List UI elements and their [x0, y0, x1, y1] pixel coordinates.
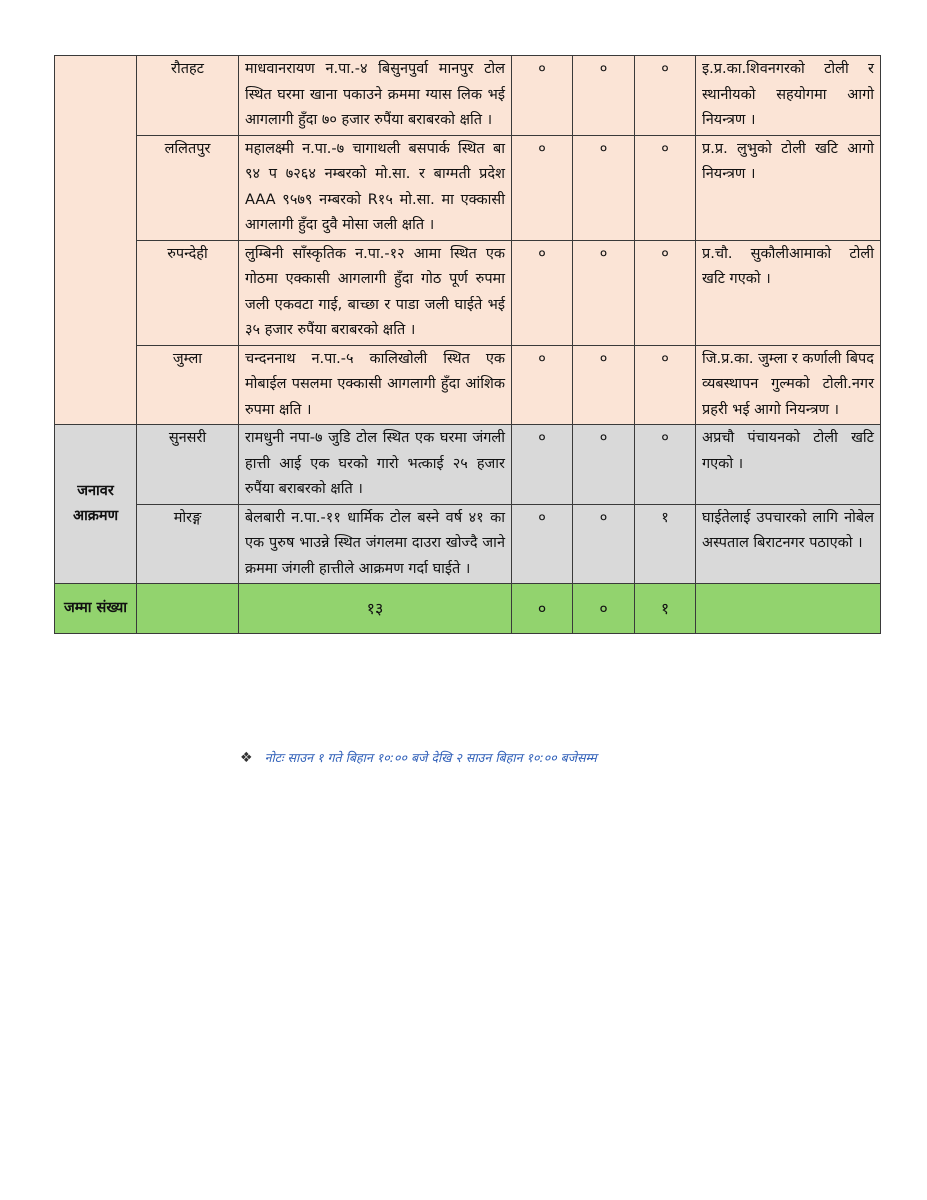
description-cell: रामधुनी नपा-७ जुडि टोल स्थित एक घरमा जंगली हात्ती आई एक घरको गारो भत्काई २५ हजार रुपैंया बराबरको क्षति । [239, 425, 512, 505]
total-col-cell: १ [635, 584, 696, 634]
remarks-cell: इ.प्र.का.शिवनगरको टोली र स्थानीयको सहयोगमा आगो नियन्त्रण । [696, 56, 881, 136]
remarks-cell: अप्रचौ पंचायनको टोली खटि गएको । [696, 425, 881, 505]
table-row [55, 345, 881, 425]
district-cell: रौतहट [137, 56, 239, 136]
count-cell: ० [573, 135, 635, 240]
category-cell-animal-attack: जनावर आक्रमण [55, 425, 137, 584]
remarks-cell: घाईतेलाई उपचारको लागि नोबेल अस्पताल बिराटनगर पठाएको । [696, 504, 881, 584]
total-count-cell: १३ [239, 584, 512, 634]
count-cell: ० [635, 56, 696, 136]
description-cell: बेलबारी न.पा.-११ धार्मिक टोल बस्ने वर्ष ४१ का एक पुरुष भाउन्ने स्थित जंगलमा दाउरा खोज्दै जाने क्रममा जंगली हात्तीले आक्रमण गर्दा घाईते । [239, 504, 512, 584]
count-cell: १ [635, 504, 696, 584]
total-empty-cell [137, 584, 239, 634]
count-cell: ० [512, 135, 573, 240]
total-empty-cell [696, 584, 881, 634]
description-cell: माधवानरायण न.पा.-४ बिसुनपुर्वा मानपुर टोल स्थित घरमा खाना पकाउने क्रममा ग्यास लिक भई आगलागी हुँदा ७० हजार रुपैंया बराबरको क्षति । [239, 56, 512, 136]
remarks-cell: जि.प्र.का. जुम्ला र कर्णाली बिपद व्यबस्थापन गुल्मको टोली.नगर प्रहरी भई आगो नियन्त्रण । [696, 345, 881, 425]
description-cell: चन्दननाथ न.पा.-५ कालिखोली स्थित एक मोबाईल पसलमा एक्कासी आगलागी हुँदा आंशिक रुपमा क्षति । [239, 345, 512, 425]
category-cell-total: जम्मा संख्या [55, 584, 137, 634]
district-cell: रुपन्देही [137, 240, 239, 345]
count-cell: ० [573, 345, 635, 425]
count-cell: ० [573, 425, 635, 505]
remarks-cell: प्र.चौ. सुकौलीआमाको टोली खटि गएको । [696, 240, 881, 345]
incident-table [54, 55, 881, 634]
count-cell: ० [512, 345, 573, 425]
district-cell: मोरङ्ग [137, 504, 239, 584]
count-cell: ० [635, 240, 696, 345]
count-cell: ० [573, 504, 635, 584]
count-cell: ० [512, 425, 573, 505]
table-row [55, 504, 881, 584]
count-cell: ० [573, 56, 635, 136]
count-cell: ० [512, 504, 573, 584]
category-cell-fire [55, 56, 137, 425]
table-row [55, 56, 881, 136]
district-cell: ललितपुर [137, 135, 239, 240]
table-row [55, 425, 881, 505]
total-col-cell: ० [573, 584, 635, 634]
description-cell: लुम्बिनी साँस्कृतिक न.पा.-१२ आमा स्थित एक गोठमा एक्कासी आगलागी हुँदा गोठ पूर्ण रुपमा जली एकवटा गाई, बाच्छा र पाडा जली घाईते भई ३५ हजार रुपैंया बराबरको क्षति । [239, 240, 512, 345]
count-cell: ० [635, 135, 696, 240]
count-cell: ० [512, 240, 573, 345]
footnote [240, 749, 740, 766]
total-col-cell: ० [512, 584, 573, 634]
count-cell: ० [512, 56, 573, 136]
count-cell: ० [635, 425, 696, 505]
diamond-bullet-icon: ❖ [240, 750, 253, 766]
remarks-cell: प्र.प्र. लुभुको टोली खटि आगो नियन्त्रण । [696, 135, 881, 240]
count-cell: ० [635, 345, 696, 425]
total-row [55, 584, 881, 634]
count-cell: ० [573, 240, 635, 345]
table-row [55, 240, 881, 345]
footnote-text: नोटः साउन १ गते बिहान १०:०० बजे देखि २ साउन बिहान १०:०० बजेसम्म [264, 750, 597, 765]
district-cell: सुनसरी [137, 425, 239, 505]
district-cell: जुम्ला [137, 345, 239, 425]
table-row [55, 135, 881, 240]
description-cell: महालक्ष्मी न.पा.-७ चागाथली बसपार्क स्थित बा ९४ प ७२६४ नम्बरको मो.सा. र बाग्मती प्रदेश AAA ९५७९ नम्बरको R१५ मो.सा. मा एक्कासी आगलागी हुँदा दुवै मोसा जली क्षति । [239, 135, 512, 240]
